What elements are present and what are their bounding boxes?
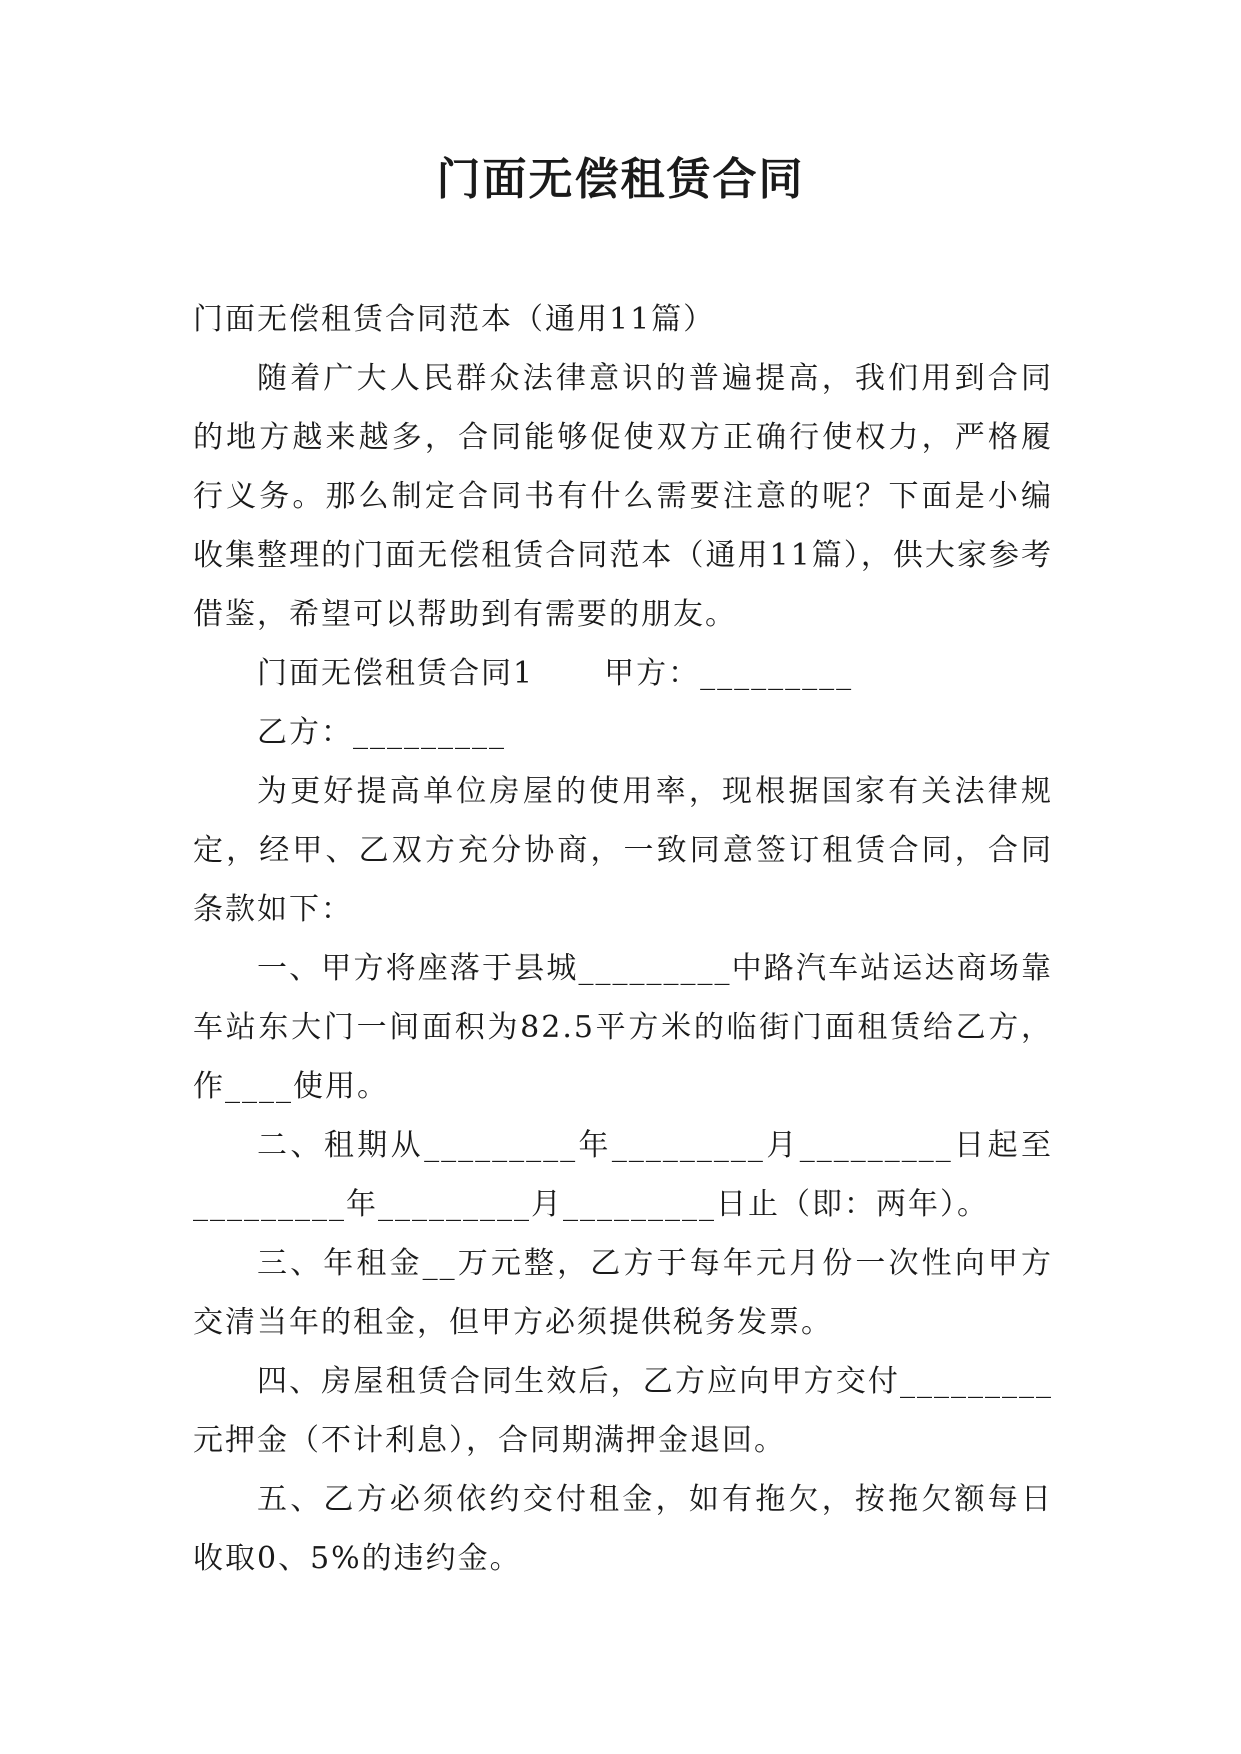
party-a-field: 甲方：_________ [604, 656, 854, 691]
contract-heading-line [193, 644, 1053, 703]
document-title: 门面无偿租赁合同 [436, 154, 805, 205]
clause-3: 三、年租金__万元整，乙方于每年元月份一次性向甲方交清当年的租金，但甲方必须提供税务发票。 [193, 1246, 1053, 1340]
contract-heading: 门面无偿租赁合同1 [257, 656, 535, 691]
document-subtitle: 门面无偿租赁合同范本（通用11篇） [193, 302, 716, 337]
clause-5: 五、乙方必须依约交付租金，如有拖欠，按拖欠额每日收取0、5%的违约金。 [193, 1482, 1053, 1576]
preamble-paragraph: 为更好提高单位房屋的使用率，现根据国家有关法律规定，经甲、乙双方充分协商，一致同意签订租赁合同，合同条款如下： [193, 774, 1053, 927]
clause-4: 四、房屋租赁合同生效后，乙方应向甲方交付_________元押金（不计利息），合同期满押金退回。 [193, 1364, 1053, 1458]
intro-paragraph: 随着广大人民群众法律意识的普遍提高，我们用到合同的地方越来越多，合同能够促使双方正确行使权力，严格履行义务。那么制定合同书有什么需要注意的呢？下面是小编收集整理的门面无偿租赁合同范本（通用11篇），供大家参考借鉴，希望可以帮助到有需要的朋友。 [193, 361, 1053, 632]
party-b-field: 乙方：_________ [257, 715, 506, 750]
clause-2: 二、租期从_________年_________月_________日起至_________年_________月_________日止（即：两年）。 [193, 1128, 1053, 1222]
clause-1: 一、甲方将座落于县城_________中路汽车站运达商场靠车站东大门一间面积为82.5平方米的临街门面租赁给乙方，作____使用。 [193, 951, 1053, 1104]
document-body [193, 290, 1053, 1588]
